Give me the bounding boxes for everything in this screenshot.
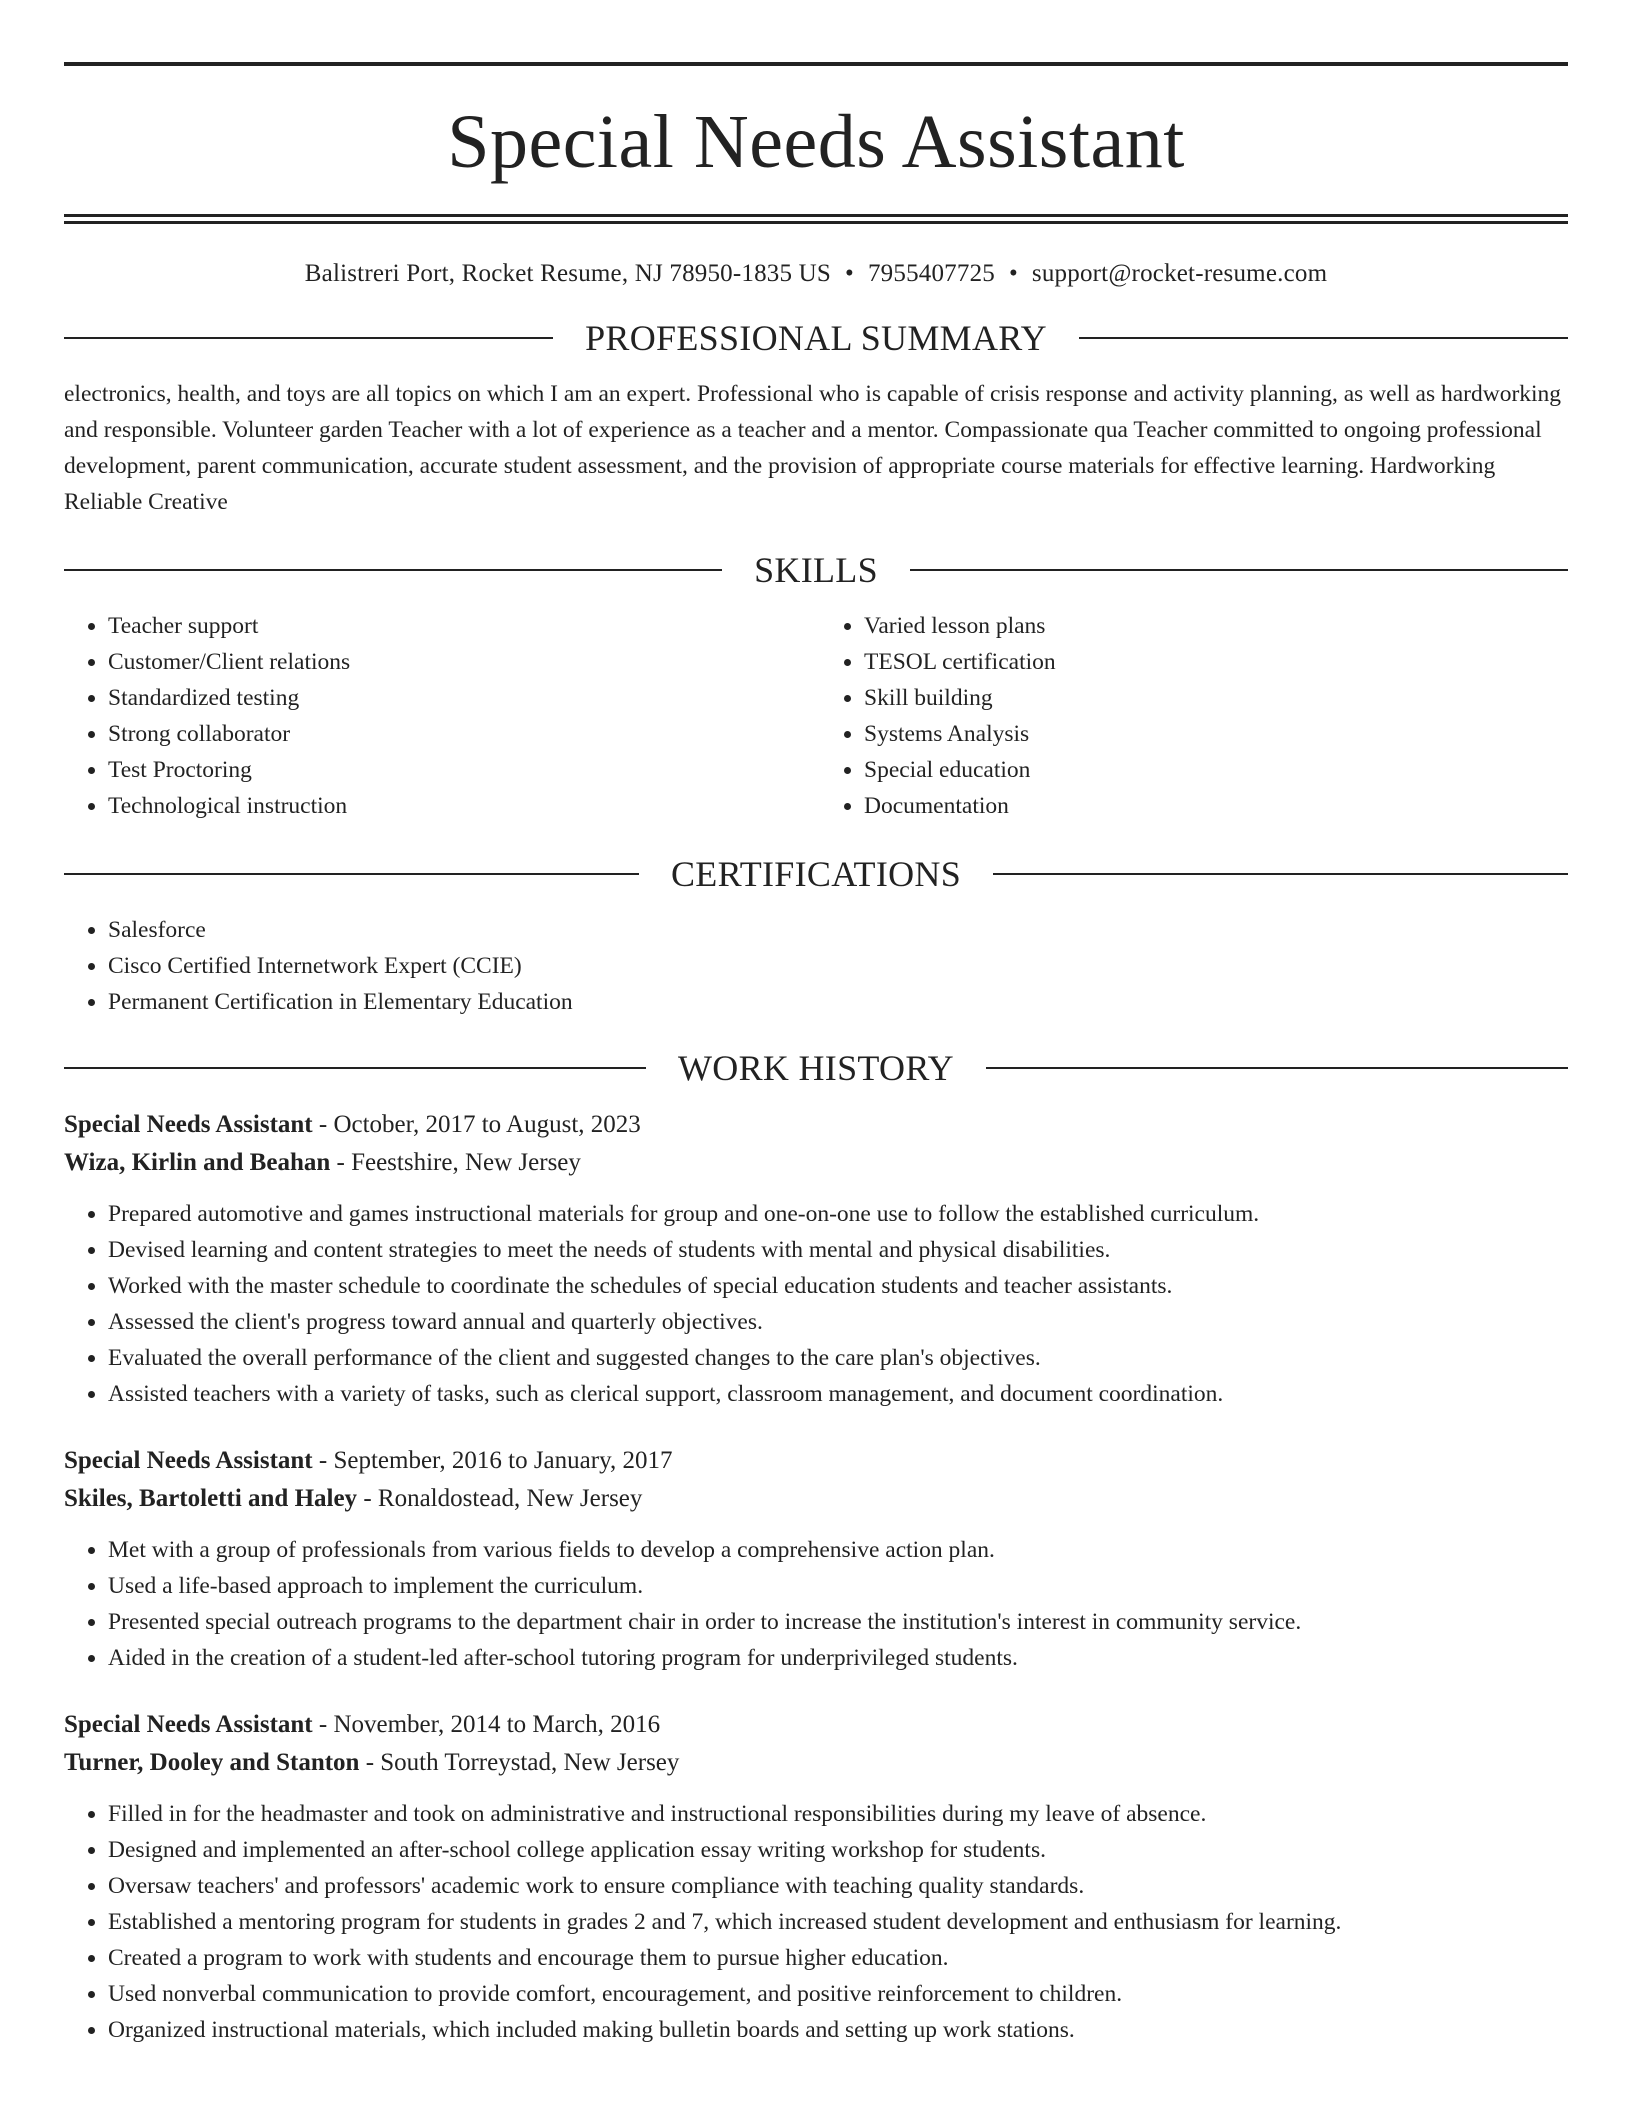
certification-item: • Salesforce [108,912,1568,948]
heading-rule [1079,337,1568,339]
job-bullet: • Assessed the client's progress toward annual and quarterly objectives. [108,1304,1568,1340]
job-location: - South Torreystad, New Jersey [359,1749,680,1776]
job-title: Special Needs Assistant [64,1711,313,1738]
section-title: SKILLS [754,550,878,590]
job-title-line [64,1106,1568,1144]
job-entry [64,1106,1568,1412]
section-heading-summary [64,320,1568,356]
skills-list-right [812,608,1568,824]
job-bullet: • Organized instructional materials, which included making bulletin boards and setting up work stations. [108,2012,1568,2048]
contact-separator: • [1008,260,1018,287]
job-company: Wiza, Kirlin and Beahan [64,1149,331,1176]
job-company-line [64,1144,1568,1182]
job-bullet: • Established a mentoring program for students in grades 2 and 7, which increased student development and enthusiasm for learning. [108,1904,1568,1940]
skill-item: • Standardized testing [108,680,812,716]
summary-text: electronics, health, and toys are all topics on which I am an expert. Professional who is capable of crisis response and activity planning, as well as hardworking and responsible. Volunteer garden Teacher with a lot of experience as a teacher and a mentor. Compassionate qua Teacher committed to ongoing professional development, parent communication, accurate student assessment, and the provision of appropriate course materials for effective learning. Hardworking Reliable Creative [64,381,1562,515]
skill-item: • Documentation [864,788,1568,824]
skill-item: • Varied lesson plans [864,608,1568,644]
job-bullet: • Aided in the creation of a student-led after-school tutoring program for underprivileged students. [108,1640,1568,1676]
skills-list-left [64,608,812,824]
skill-item: • Skill building [864,680,1568,716]
job-bullet: • Designed and implemented an after-school college application essay writing workshop for students. [108,1832,1568,1868]
skills-grid [64,608,1568,824]
job-title: Special Needs Assistant [64,1111,313,1138]
job-bullet: • Presented special outreach programs to the department chair in order to increase the institution's interest in community service. [108,1604,1568,1640]
heading-rule [64,569,722,571]
job-location: - Feestshire, New Jersey [330,1149,581,1176]
job-title: Special Needs Assistant [64,1447,313,1474]
skill-item: • Teacher support [108,608,812,644]
section-heading-work-history [64,1050,1568,1086]
job-company: Skiles, Bartoletti and Haley [64,1485,358,1512]
job-bullet: • Evaluated the overall performance of the client and suggested changes to the care plan's objectives. [108,1340,1568,1376]
skill-item: • Special education [864,752,1568,788]
job-bullet: • Created a program to work with students and encourage them to pursue higher education. [108,1940,1568,1976]
certification-item: • Permanent Certification in Elementary Education [108,984,1568,1020]
job-dates: - November, 2014 to March, 2016 [312,1711,661,1738]
section-heading-certifications [64,856,1568,892]
top-rule [64,62,1568,66]
job-location: - Ronaldostead, New Jersey [357,1485,643,1512]
job-dates: - October, 2017 to August, 2023 [312,1111,641,1138]
job-bullet: • Used a life-based approach to implement the curriculum. [108,1568,1568,1604]
skill-item: • Systems Analysis [864,716,1568,752]
contact-line [64,260,1568,288]
job-bullets [64,1796,1568,2048]
title-double-rule [64,214,1568,224]
job-company-line [64,1480,1568,1518]
job-bullet: • Assisted teachers with a variety of tasks, such as clerical support, classroom management, and document coordination. [108,1376,1568,1412]
section-title: CERTIFICATIONS [670,854,962,894]
certifications-list [64,912,1568,1020]
job-entry [64,1442,1568,1676]
contact-email: support@rocket-resume.com [1031,260,1328,287]
job-bullet: • Filled in for the headmaster and took on administrative and instructional responsibilities during my leave of absence. [108,1796,1568,1832]
job-company-line [64,1744,1568,1782]
heading-rule [993,873,1568,875]
job-bullet: • Oversaw teachers' and professors' academic work to ensure compliance with teaching quality standards. [108,1868,1568,1904]
contact-phone: 7955407725 [867,260,995,287]
certification-item: • Cisco Certified Internetwork Expert (CCIE) [108,948,1568,984]
skill-item: • TESOL certification [864,644,1568,680]
heading-rule [64,337,553,339]
page-title: Special Needs Assistant [447,100,1185,184]
job-title-line [64,1706,1568,1744]
job-title-line [64,1442,1568,1480]
skill-item: • Test Proctoring [108,752,812,788]
job-company: Turner, Dooley and Stanton [64,1749,360,1776]
job-entry [64,1706,1568,2048]
job-bullets [64,1532,1568,1676]
job-bullet: • Devised learning and content strategies to meet the needs of students with mental and physical disabilities. [108,1232,1568,1268]
skill-item: • Customer/Client relations [108,644,812,680]
skill-item: • Strong collaborator [108,716,812,752]
job-dates: - September, 2016 to January, 2017 [312,1447,673,1474]
job-bullets [64,1196,1568,1412]
job-bullet: • Used nonverbal communication to provide comfort, encouragement, and positive reinforcement to children. [108,1976,1568,2012]
heading-rule [64,1067,646,1069]
heading-rule [910,569,1568,571]
job-bullet: • Prepared automotive and games instructional materials for group and one-on-one use to follow the established curriculum. [108,1196,1568,1232]
job-bullet: • Met with a group of professionals from various fields to develop a comprehensive action plan. [108,1532,1568,1568]
section-title: PROFESSIONAL SUMMARY [585,318,1047,358]
heading-rule [64,873,639,875]
section-title: WORK HISTORY [678,1048,954,1088]
heading-rule [986,1067,1568,1069]
job-bullet: • Worked with the master schedule to coordinate the schedules of special education students and teacher assistants. [108,1268,1568,1304]
contact-address: Balistreri Port, Rocket Resume, NJ 78950-1835 US [304,260,832,287]
skill-item: • Technological instruction [108,788,812,824]
section-heading-skills [64,552,1568,588]
contact-separator: • [845,260,854,287]
